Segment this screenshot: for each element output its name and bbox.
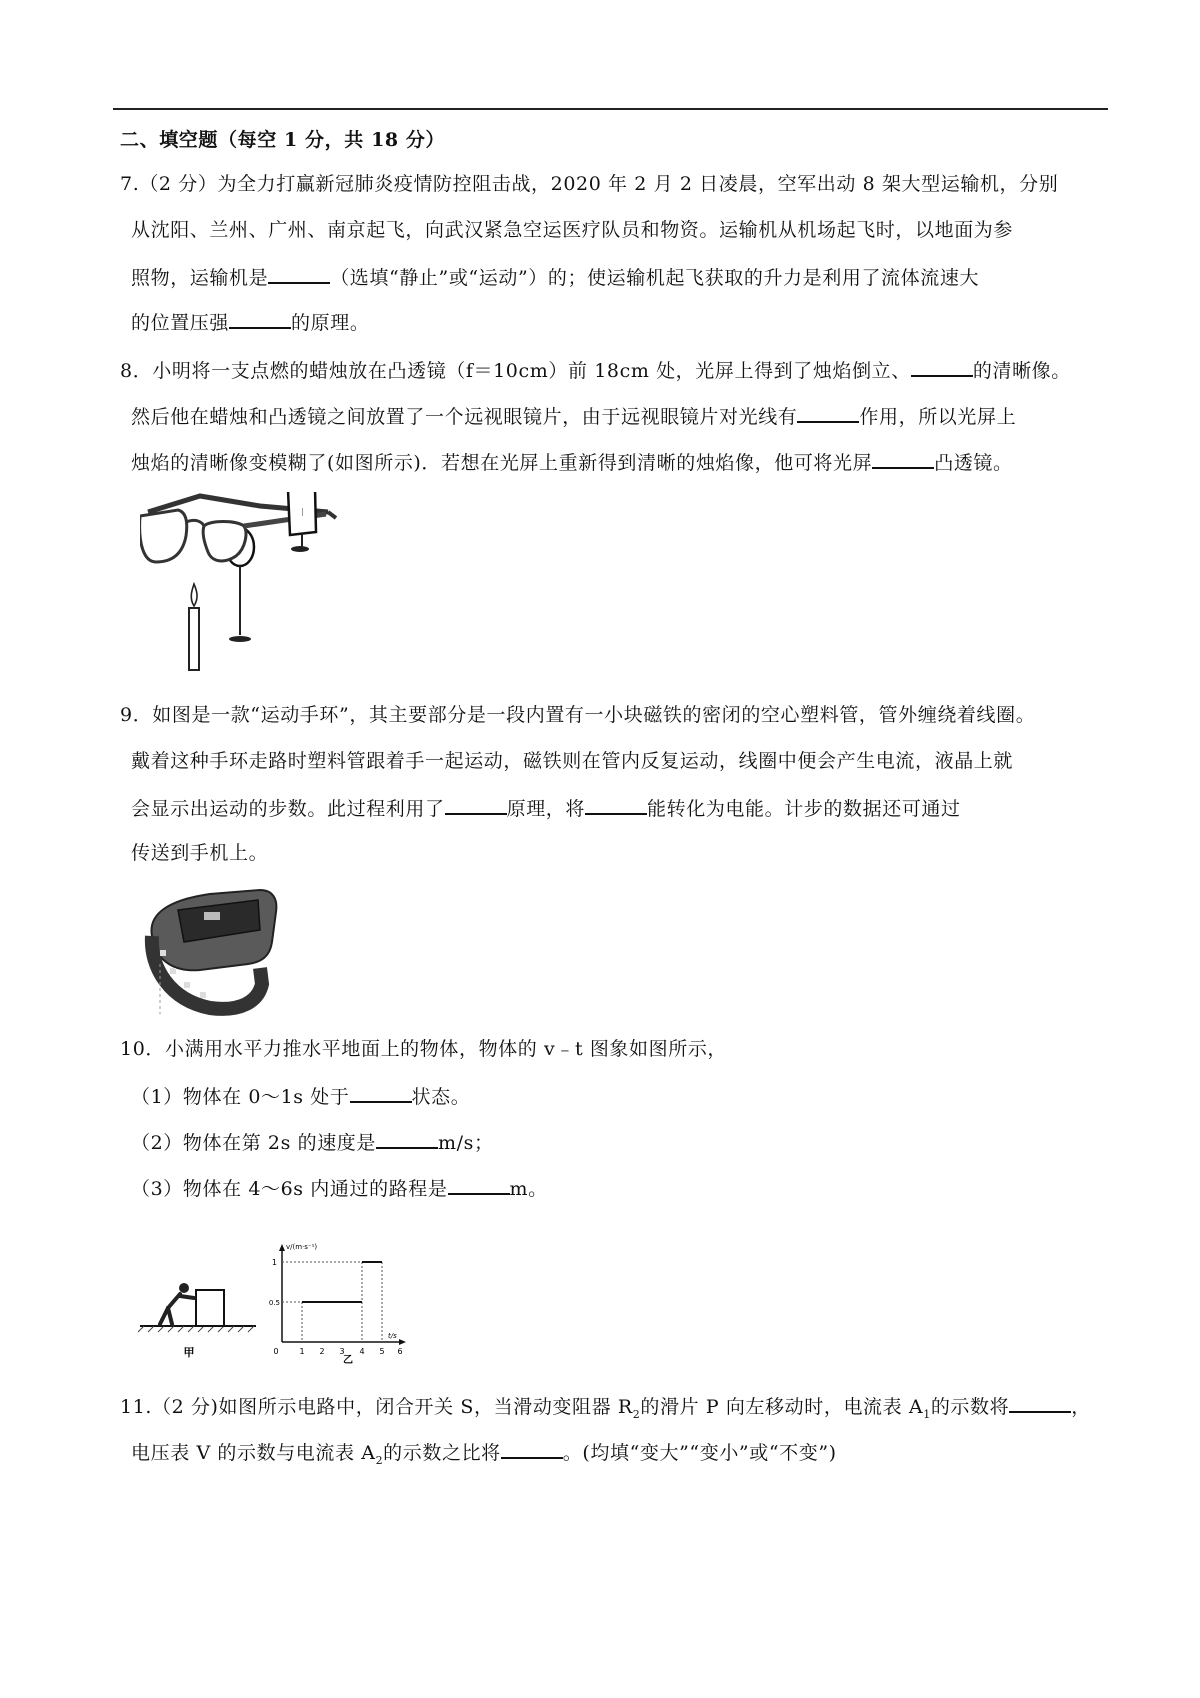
svg-text:|: | [301, 507, 304, 516]
person-pushing-icon [160, 1283, 194, 1324]
q11-line-1-b: 的滑片 P 向左移动时，电流表 A [640, 1396, 924, 1418]
answer-blank[interactable] [445, 795, 507, 815]
q10-sub-3-b: m。 [509, 1178, 548, 1200]
y-tick-0-5: 0.5 [268, 1299, 280, 1307]
q7-line-2: 从沈阳、兰州、广州、南京起飞，向武汉紧急空运医疗队员和物资。运输机从机场起飞时，以地面为参 [131, 219, 1014, 241]
answer-blank[interactable] [350, 1083, 412, 1103]
q8-line-2-b: 作用，所以光屏上 [859, 406, 1017, 428]
q8-line-1-b: 的清晰像。 [972, 360, 1071, 382]
answer-blank[interactable] [585, 795, 647, 815]
x-tick: 1 [299, 1347, 305, 1356]
q9-line-1: 9．如图是一款“运动手环”，其主要部分是一段内置有一小块磁铁的密闭的空心塑料管，管外缠绕着线圈。 [120, 704, 1036, 726]
q8-line-3 [131, 449, 1013, 475]
q9-line-3-b: 原理，将 [506, 798, 586, 820]
vt-graph-figure [258, 1240, 410, 1364]
q11-line-2-b: 的示数之比将 [383, 1442, 501, 1464]
glasses-left-lens [140, 510, 187, 562]
subscript-r2: 2 [632, 1407, 641, 1421]
x-tick: 5 [379, 1347, 385, 1356]
q9-line-2: 戴着这种手环走路时塑料管跟着手一起运动，磁铁则在管内反复运动，线圈中便会产生电流，液晶上就 [131, 750, 1014, 772]
q7-line-3 [131, 264, 979, 290]
q10-sub-3 [131, 1175, 548, 1201]
q8-line-2 [131, 403, 1016, 429]
answer-blank[interactable] [797, 403, 859, 423]
q7-line-3-b: （选填“静止”或“运动”）的；使运输机起飞获取的升力是利用了流体流速大 [330, 267, 980, 289]
q11-line-2-a: 电压表 V 的示数与电流表 A [131, 1442, 376, 1464]
q11-line-1-c: 的示数将 [930, 1396, 1010, 1418]
push-box-figure [138, 1268, 260, 1360]
answer-blank[interactable] [268, 264, 330, 284]
q11-line-2-c: 。(均填“变大”“变小”或“不变”) [562, 1442, 837, 1464]
q10-sub-2 [131, 1129, 494, 1155]
x-tick: 3 [339, 1347, 345, 1356]
x-axis-label: t/s [388, 1332, 397, 1340]
answer-blank[interactable] [1009, 1393, 1071, 1413]
q10-sub-1 [131, 1083, 470, 1109]
x-tick: 6 [397, 1347, 403, 1356]
section-heading: 二、填空题（每空 1 分，共 18 分） [120, 129, 446, 151]
q7-line-4-b: 的原理。 [291, 312, 370, 334]
q7-line-4 [131, 309, 369, 335]
q11-line-1-a: 11.（2 分)如图所示电路中，闭合开关 S，当滑动变阻器 R [120, 1396, 633, 1418]
subscript-a1: 1 [923, 1407, 931, 1421]
answer-blank[interactable] [229, 309, 291, 329]
q9-line-3-c: 能转化为电能。计步的数据还可通过 [647, 798, 961, 820]
subscript-a2: 2 [375, 1453, 384, 1467]
q7-line-1: 7.（2 分）为全力打赢新冠肺炎疫情防控阻击战，2020 年 2 月 2 日凌晨，空军出动 8 架大型运输机，分别 [120, 173, 1059, 195]
x-tick: 4 [359, 1347, 365, 1356]
y-tick-1: 1 [271, 1258, 277, 1267]
candle-icon [189, 608, 199, 670]
q10-sub-2-b: m/s； [438, 1132, 494, 1154]
q8-line-1 [120, 357, 1071, 383]
flame-icon [191, 584, 197, 606]
q10-sub-1-b: 状态。 [411, 1086, 471, 1108]
q11-line-1-d: ， [1071, 1396, 1091, 1418]
q9-line-3 [131, 795, 961, 821]
figure-label-right: 乙 [343, 1355, 353, 1364]
box-icon [196, 1290, 224, 1326]
q7-line-3-a: 照物，运输机是 [131, 267, 269, 289]
q10-sub-2-a: （2）物体在第 2s 的速度是 [131, 1132, 377, 1154]
q11-line-2 [131, 1439, 837, 1473]
q8-line-2-a: 然后他在蜡烛和凸透镜之间放置了一个远视眼镜片，由于远视眼镜片对光线有 [131, 406, 798, 428]
q10-sub-1-a: （1）物体在 0～1s 处于 [131, 1086, 350, 1108]
glasses-right-lens [203, 522, 246, 561]
glasses-lens-figure [140, 492, 370, 678]
x-tick: 0 [273, 1347, 279, 1356]
q8-line-3-b: 凸透镜。 [934, 452, 1013, 474]
x-tick: 2 [319, 1347, 325, 1356]
q10-line-1: 10．小满用水平力推水平地面上的物体，物体的 v﹣t 图象如图所示， [120, 1038, 728, 1060]
answer-blank[interactable] [911, 357, 973, 377]
answer-blank[interactable] [448, 1175, 510, 1195]
fitness-band-figure [140, 884, 280, 1016]
answer-blank[interactable] [872, 449, 934, 469]
q9-line-4: 传送到手机上。 [131, 842, 269, 864]
q8-line-3-a: 烛焰的清晰像变模糊了(如图所示)．若想在光屏上重新得到清晰的烛焰像，他可将光屏 [131, 452, 873, 474]
y-axis-label: v/(m·s⁻¹) [286, 1243, 318, 1251]
q10-sub-3-a: （3）物体在 4～6s 内通过的路程是 [131, 1178, 448, 1200]
q7-line-4-a: 的位置压强 [131, 312, 230, 334]
answer-blank[interactable] [501, 1439, 563, 1459]
header-rule [113, 108, 1108, 110]
figure-label-left: 甲 [183, 1346, 195, 1359]
q8-line-1-a: 8．小明将一支点燃的蜡烛放在凸透镜（f＝10cm）前 18cm 处，光屏上得到了烛焰倒立、 [120, 360, 911, 382]
answer-blank[interactable] [376, 1129, 438, 1149]
q11-line-1 [120, 1393, 1091, 1427]
q9-line-3-a: 会显示出运动的步数。此过程利用了 [131, 798, 445, 820]
